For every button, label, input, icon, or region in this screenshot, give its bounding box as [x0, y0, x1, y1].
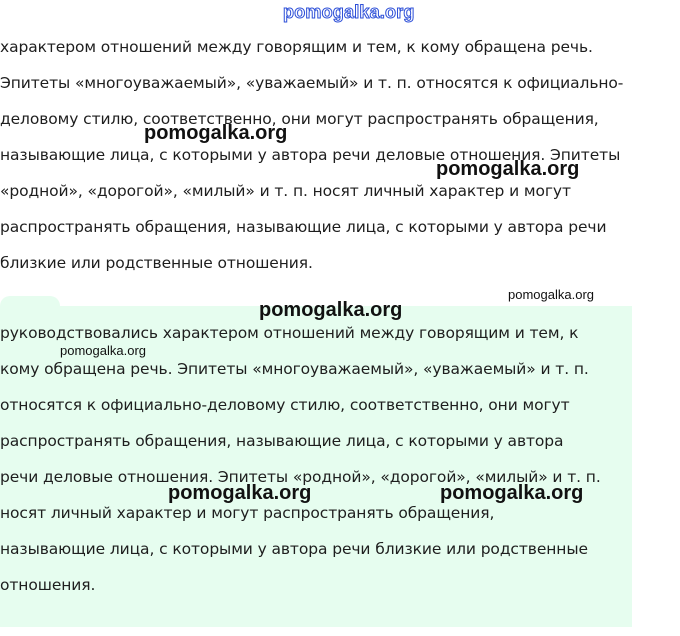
- answer-paragraph: [0, 315, 601, 603]
- text-line: называющие лица, с которыми у автора речи близкие или родственные: [0, 540, 588, 558]
- text-line: характером отношений между говорящим и тем, к кому обращена речь.: [0, 38, 593, 56]
- watermark: pomogalka.org: [440, 482, 584, 504]
- text-line: руководствовались характером отношений между говорящим и тем, к: [0, 324, 579, 342]
- text-line: распространять обращения, называющие лица, с которыми у автора речи: [0, 218, 607, 236]
- watermark: pomogalka.org: [144, 122, 288, 144]
- watermark: pomogalka.org: [168, 482, 312, 504]
- watermark: pomogalka.org: [259, 299, 403, 321]
- text-line: речи деловые отношения. Эпитеты «родной», «дорогой», «милый» и т. п.: [0, 468, 601, 486]
- text-line: относятся к официально-деловому стилю, соответственно, они могут: [0, 396, 570, 414]
- watermark: pomogalka.org: [436, 158, 580, 180]
- watermark-logo-top: pomogalka.org: [283, 2, 415, 22]
- text-line: кому обращена речь. Эпитеты «многоуважаемый», «уважаемый» и т. п.: [0, 360, 589, 378]
- text-line: распространять обращения, называющие лица, с которыми у автора: [0, 432, 564, 450]
- watermark: pomogalka.org: [60, 343, 146, 358]
- text-line: близкие или родственные отношения.: [0, 254, 313, 272]
- top-paragraph: [0, 29, 623, 281]
- text-line: «родной», «дорогой», «милый» и т. п. носят личный характер и могут: [0, 182, 571, 200]
- text-line: носят личный характер и могут распространять обращения,: [0, 504, 495, 522]
- text-line: отношения.: [0, 576, 96, 594]
- watermark: pomogalka.org: [508, 287, 594, 302]
- text-line: Эпитеты «многоуважаемый», «уважаемый» и т. п. относятся к официально-: [0, 74, 624, 92]
- text-line: деловому стилю, соответственно, они могут распространять обращения,: [0, 110, 599, 128]
- text-line: называющие лица, с которыми у автора речи деловые отношения. Эпитеты: [0, 146, 621, 164]
